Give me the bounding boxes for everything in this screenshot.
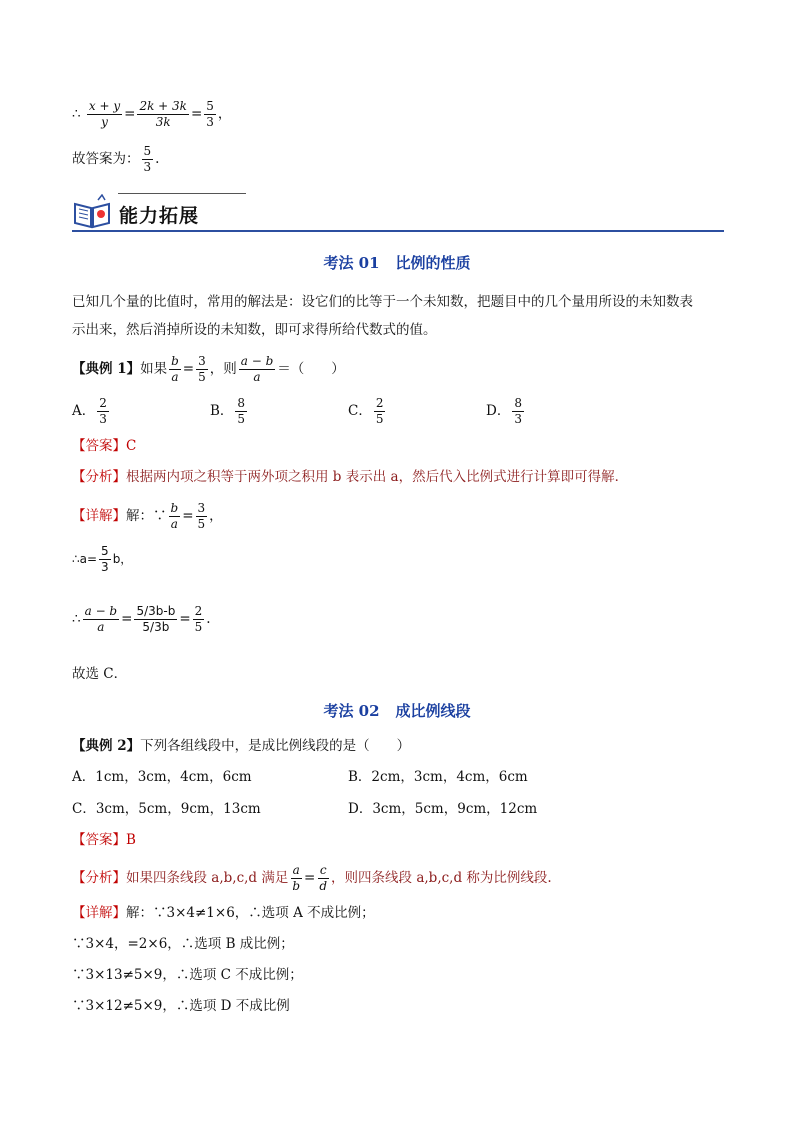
answer-1: 【答案】C	[72, 438, 137, 454]
fraction: $\frac{b}{a}$	[171, 354, 179, 384]
analysis-2: 【分析】如果四条线段 a,b,c,d 满足 $\frac{a}{b}$ = $\frac{c}{d}$ ，则四条线段 a,b,c,d 称为比例线段.	[72, 863, 552, 893]
detail-2-line-3: ∵3×13≠5×9，∴选项 C 不成比例；	[72, 967, 303, 983]
detail-2-line-1: 【详解】解：∵3×4≠1×6，∴选项 A 不成比例；	[72, 905, 375, 921]
fraction: $\frac{5}{3}$	[143, 144, 152, 174]
fraction: $\frac{a - b}{a}$	[240, 354, 274, 384]
example-tag: 【典例 1】	[72, 361, 141, 377]
open-book-icon	[72, 194, 112, 230]
therefore-symbol: ∴	[72, 106, 81, 122]
answer-2: 【答案】B	[72, 832, 136, 848]
fraction: $\frac{5}{3}$	[206, 99, 214, 129]
detail-2-line-2: ∵3×4，=2×6，∴选项 B 成比例；	[72, 936, 294, 952]
detail-1-step3: ∴ $\frac{a - b}{a}$ = $\frac{5/3b-b}{5/3b}$ = $\frac{2}{5}$ .	[72, 604, 211, 634]
banner-rule	[72, 230, 724, 232]
choice-2d: D．3cm，5cm，9cm，12cm	[348, 801, 538, 817]
choice-d: D． $\frac{8}{3}$	[486, 396, 522, 426]
section-heading-1: 考法 01 比例的性质	[323, 254, 471, 272]
example-2-question: 【典例 2】下列各组线段中，是成比例线段的是（ ）	[72, 738, 411, 754]
choice-2c: C．3cm，5cm，9cm，13cm	[72, 801, 261, 817]
example-1-question: 【典例 1】如果 $\frac{b}{a}$ = $\frac{3}{5}$ ，则 $\frac{a - b}{a}$ ＝（ ）	[72, 354, 345, 384]
banner-topline	[118, 193, 246, 194]
choice-2b: B．2cm，3cm，4cm，6cm	[348, 769, 528, 785]
fraction: $\frac{2k + 3k}{3k}$	[139, 99, 187, 129]
choice-c: C． $\frac{2}{5}$	[348, 396, 384, 426]
section-banner	[72, 190, 724, 232]
banner-title: 能力拓展	[119, 205, 200, 227]
detail-2-line-4: ∵3×12≠5×9，∴选项 D 不成比例	[72, 998, 290, 1014]
section-heading-2: 考法 02 成比例线段	[323, 702, 471, 720]
fraction: $\frac{3}{5}$	[198, 354, 206, 384]
detail-1-step1: 【详解】解：∵ $\frac{b}{a}$ = $\frac{3}{5}$ ，	[72, 501, 223, 531]
choice-a: A． $\frac{2}{3}$	[72, 396, 107, 426]
intro-line-1: 已知几个量的比值时，常用的解法是：设它们的比等于一个未知数，把题目中的几个量用所设的未知数表	[72, 294, 693, 310]
top-equation: ∴ $\frac{x + y}{y}$ = $\frac{2k + 3k}{3k}$ = $\frac{5}{3}$ ，	[72, 99, 232, 129]
choice-2a: A．1cm，3cm，4cm，6cm	[72, 769, 252, 785]
answer-line: 故答案为： $\frac{5}{3}$ .	[72, 144, 160, 174]
answer-value: C	[126, 438, 137, 454]
detail-1-step2: ∴a= $\frac{5}{3}$ b，	[72, 544, 133, 574]
analysis-1: 【分析】根据两内项之积等于两外项之积用 b 表示出 a，然后代入比例式进行计算即可得解．	[72, 469, 629, 485]
fraction: $\frac{x + y}{y}$	[88, 99, 121, 129]
intro-line-2: 示出来，然后消掉所设的未知数，即可求得所给代数式的值。	[72, 322, 437, 338]
choice-b: B． $\frac{8}{5}$	[210, 396, 246, 426]
conclusion-1: 故选 C．	[72, 666, 128, 682]
